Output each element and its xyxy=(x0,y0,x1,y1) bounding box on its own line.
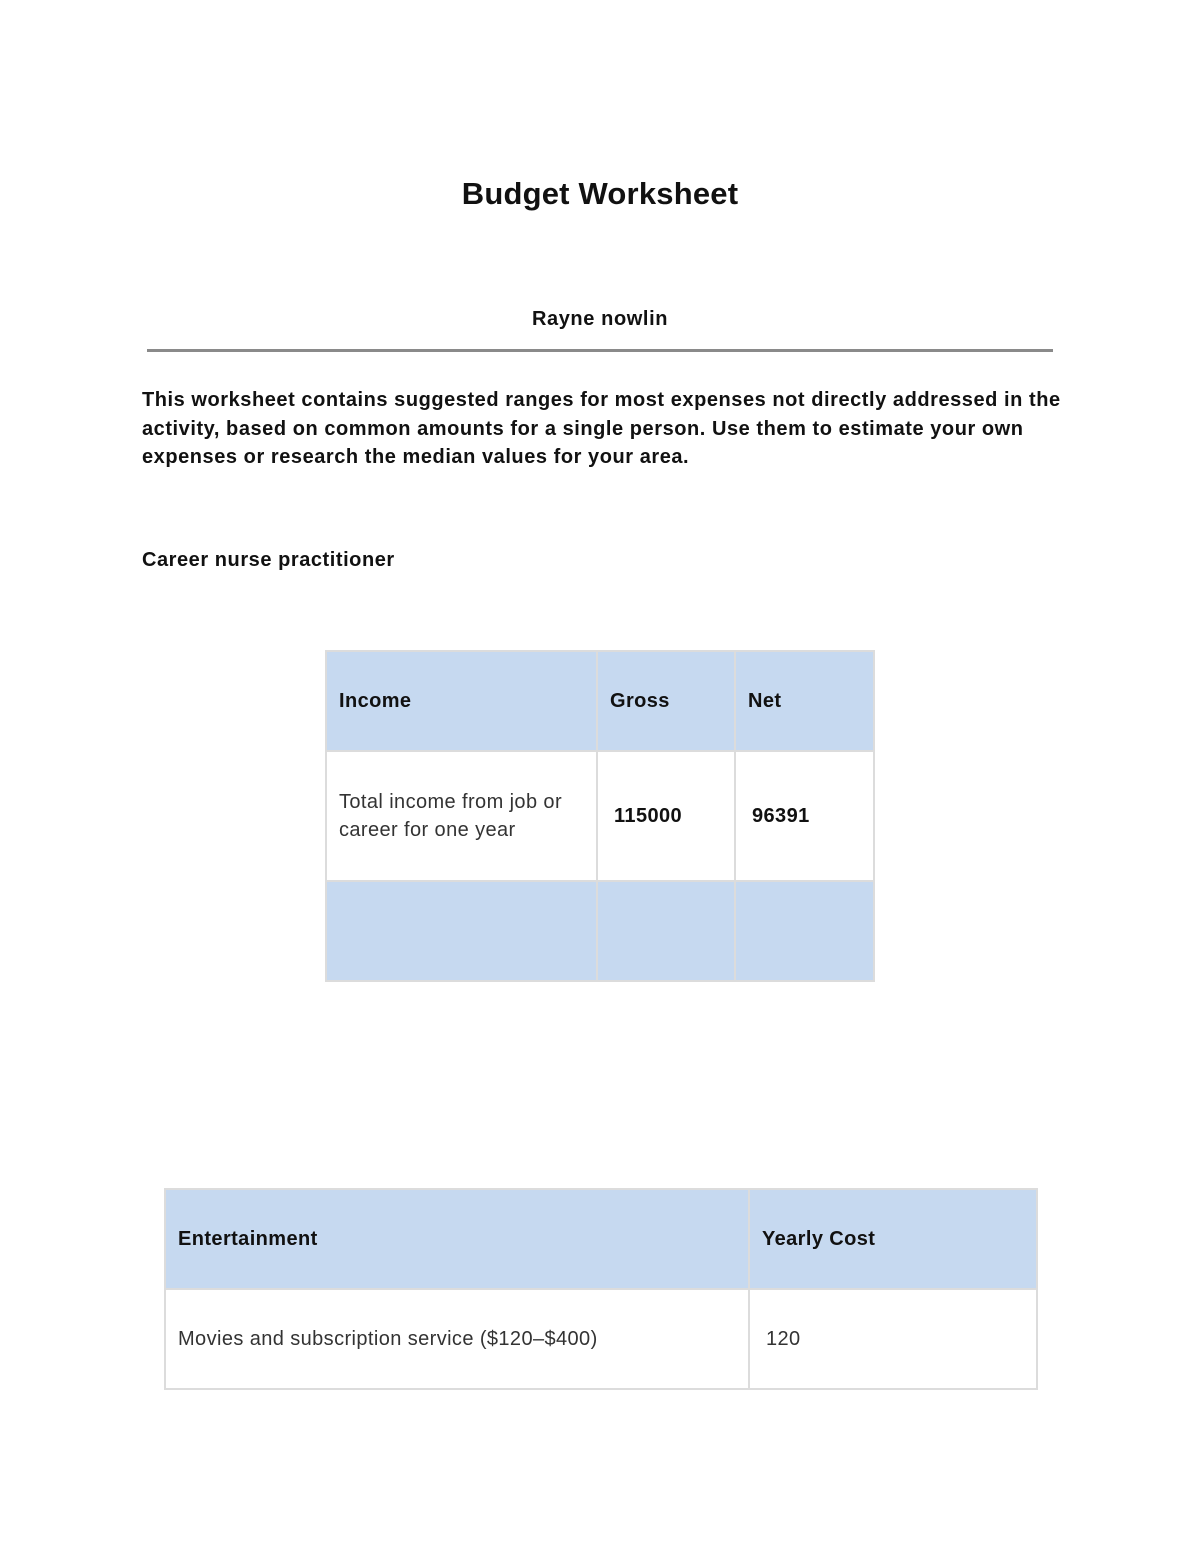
entertainment-header-category: Entertainment xyxy=(165,1189,749,1289)
income-row-label: Total income from job or career for one year xyxy=(326,751,597,881)
entertainment-row xyxy=(165,1289,1037,1389)
intro-paragraph: This worksheet contains suggested ranges for most expenses not directly addressed in the activity, based on common amounts for a single person. Use them to estimate your own expenses or research the median values for your area. xyxy=(142,389,1061,468)
income-header-net: Net xyxy=(735,651,874,751)
income-header-row xyxy=(326,651,874,751)
entertainment-header-row xyxy=(165,1189,1037,1289)
author-name: Rayne nowlin xyxy=(531,308,669,330)
income-empty-row xyxy=(326,881,874,981)
page-title: Budget Worksheet xyxy=(461,176,739,211)
entertainment-row-cost: 120 xyxy=(749,1289,1037,1389)
income-table xyxy=(325,650,875,982)
income-header-gross: Gross xyxy=(597,651,735,751)
income-empty-cell xyxy=(735,881,874,981)
entertainment-table xyxy=(164,1188,1038,1390)
horizontal-rule xyxy=(147,349,1053,352)
entertainment-row-label: Movies and subscription service ($120–$400) xyxy=(165,1289,749,1389)
income-row-gross: 115000 xyxy=(597,751,735,881)
income-empty-cell xyxy=(326,881,597,981)
income-header-income: Income xyxy=(326,651,597,751)
income-row-net: 96391 xyxy=(735,751,874,881)
income-empty-cell xyxy=(597,881,735,981)
entertainment-header-cost: Yearly Cost xyxy=(749,1189,1037,1289)
income-row xyxy=(326,751,874,881)
career-label: Career nurse practitioner xyxy=(142,549,395,571)
